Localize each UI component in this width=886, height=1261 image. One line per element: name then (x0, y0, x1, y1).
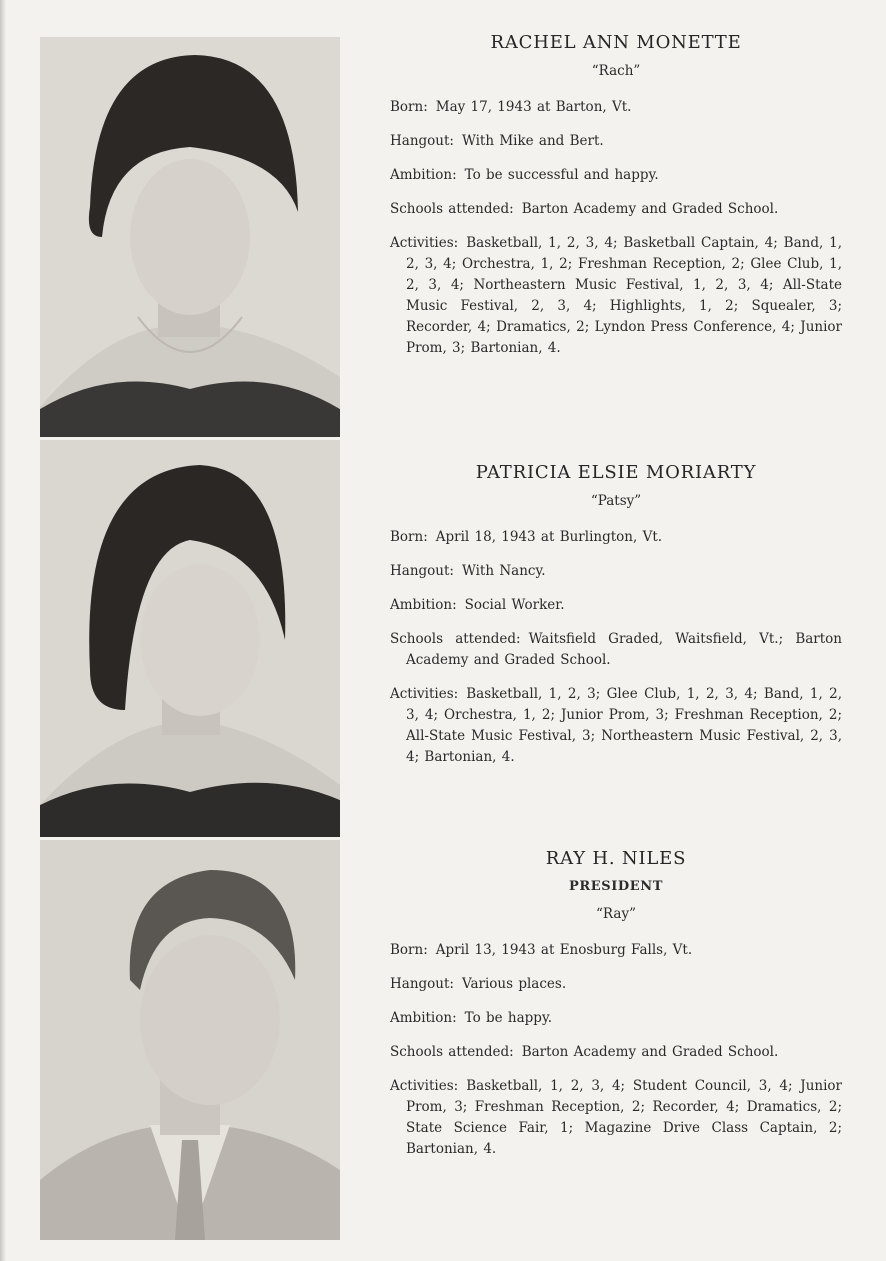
field-value: Barton Academy and Graded School. (521, 1044, 779, 1060)
field-value: Waitsfield Graded, Waitsfield, Vt.; Barton Academy and Graded School. (406, 631, 842, 668)
hangout-field (390, 131, 842, 152)
entry-ray-niles (390, 848, 842, 1173)
field-label: Ambition: (390, 167, 457, 183)
field-label: Schools attended: (390, 1044, 514, 1060)
field-label: Ambition: (390, 597, 457, 613)
student-nickname: “Patsy” (590, 493, 642, 509)
field-value: With Mike and Bert. (461, 133, 604, 149)
ambition-field (390, 595, 842, 616)
field-value: Various places. (461, 976, 567, 992)
field-label: Schools attended: (390, 631, 521, 647)
portrait-photo-2 (40, 440, 340, 837)
field-label: Activities: (390, 235, 459, 251)
field-value: May 17, 1943 at Barton, Vt. (435, 99, 632, 115)
hangout-field (390, 974, 842, 995)
born-field (390, 527, 842, 548)
field-label: Activities: (390, 686, 459, 702)
field-label: Hangout: (390, 133, 454, 149)
student-nickname: “Ray” (596, 906, 636, 922)
field-value: Basketball, 1, 2, 3; Glee Club, 1, 2, 3, 4; Band, 1, 2, 3, 4; Orchestra, 1, 2; Junior Prom, 3; Freshman Reception, 2; All-State Music Festival, 3; Northeastern Music Festival, 2, 3, 4; Bartonian, 4. (406, 686, 842, 765)
field-label: Ambition: (390, 1010, 457, 1026)
field-value: Basketball, 1, 2, 3, 4; Student Council, 3, 4; Junior Prom, 3; Freshman Reception, 2; Recorder, 4; Dramatics, 2; State Science Fair, 1; Magazine Drive Class Captain, 2; Bartonian, 4. (406, 1078, 842, 1157)
field-label: Born: (390, 942, 428, 958)
field-value: With Nancy. (461, 563, 546, 579)
born-field (390, 97, 842, 118)
ambition-field (390, 1008, 842, 1029)
activities-field (390, 233, 842, 359)
activities-field (390, 684, 842, 768)
student-nickname: “Rach” (591, 63, 641, 79)
field-value: Social Worker. (464, 597, 565, 613)
field-value: April 18, 1943 at Burlington, Vt. (435, 529, 663, 545)
field-label: Hangout: (390, 976, 454, 992)
activities-field (390, 1076, 842, 1160)
page-edge (0, 0, 6, 1261)
field-label: Schools attended: (390, 201, 514, 217)
field-label: Hangout: (390, 563, 454, 579)
field-value: Barton Academy and Graded School. (521, 201, 779, 217)
ambition-field (390, 165, 842, 186)
field-label: Born: (390, 99, 428, 115)
field-value: April 13, 1943 at Enosburg Falls, Vt. (435, 942, 693, 958)
student-name: RAY H. NILES (545, 848, 687, 869)
field-value: Basketball, 1, 2, 3, 4; Basketball Captain, 4; Band, 1, 2, 3, 4; Orchestra, 1, 2; Freshman Reception, 2; Glee Club, 1, 2, 3, 4; Northeastern Music Festival, 1, 2, 3, 4; All-State Music Festival, 2, 3, 4; Highlights, 1, 2; Squealer, 3; Recorder, 4; Dramatics, 2; Lyndon Press Conference, 4; Junior Prom, 3; Bartonian, 4. (406, 235, 842, 356)
schools-field (390, 629, 842, 671)
class-office: PRESIDENT (568, 879, 664, 894)
hangout-field (390, 561, 842, 582)
entry-rachel-monette (390, 32, 842, 372)
schools-field (390, 199, 842, 220)
student-name: RACHEL ANN MONETTE (490, 32, 742, 53)
field-label: Born: (390, 529, 428, 545)
field-label: Activities: (390, 1078, 459, 1094)
student-name: PATRICIA ELSIE MORIARTY (475, 462, 757, 483)
entry-patricia-moriarty (390, 462, 842, 781)
portrait-photo-3 (40, 840, 340, 1240)
born-field (390, 940, 842, 961)
portrait-photo-1 (40, 37, 340, 437)
field-value: To be successful and happy. (464, 167, 659, 183)
schools-field (390, 1042, 842, 1063)
field-value: To be happy. (464, 1010, 553, 1026)
